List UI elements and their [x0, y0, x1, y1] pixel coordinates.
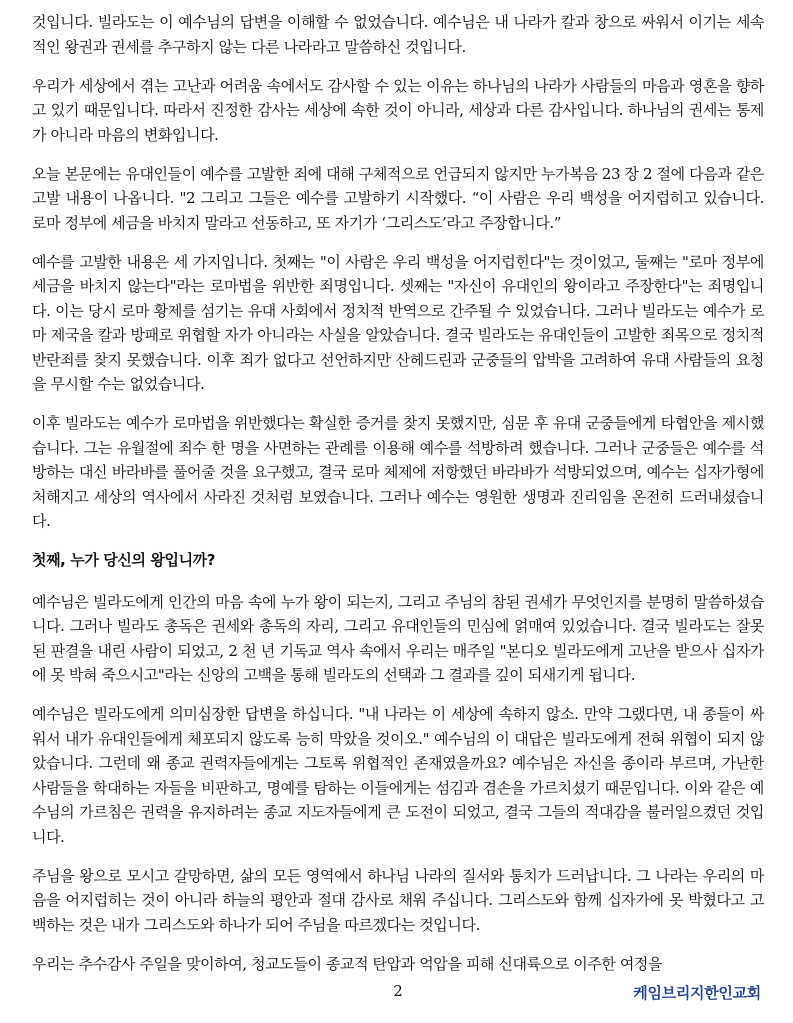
paragraph: 예수님은 빌라도에게 인간의 마음 속에 누가 왕이 되는지, 그리고 주님의 참된 권세가 무엇인지를 분명히 말씀하셨습니다. 그러나 빌라도 총독은 권세와 총독의 자리, 그리고 유대인들의 민심에 얽매여 있었습니다. 결국 빌라도는 잘못된 판결을 내린 사람이 되었고, 2 천 년 기독교 역사 속에서 우리는 매주일 "본디오 빌라도에게 고난을 받으사 십자가에 못 박혀 죽으시고"라는 신앙의 고백을 통해 빌라도의 선택과 그 결과를 깊이 되새기게 됩니다.: [32, 592, 764, 684]
page-number: 2: [393, 982, 403, 1000]
document-body: [32, 10, 764, 991]
paragraph: 것입니다. 빌라도는 이 예수님의 답변을 이해할 수 없었습니다. 예수님은 내 나라가 칼과 창으로 싸워서 이기는 세속적인 왕권과 권세를 추구하지 않는 다른 나라라고 말씀하신 것입니다.: [32, 13, 764, 56]
paragraph: 예수를 고발한 내용은 세 가지입니다. 첫째는 "이 사람은 우리 백성을 어지럽힌다"는 것이었고, 둘째는 "로마 정부에 세금을 바치지 않는다"라는 로마법을 위반한 죄명입니다. 셋째는 "자신이 유대인의 왕이라고 주장한다"는 죄명입니다. 이는 당시 로마 황제를 섬기는 유대 사회에서 정치적 반역으로 간주될 수 있었습니다. 그러나 빌라도는 예수가 로마 제국을 칼과 방패로 위협할 자가 아니라는 사실을 알았습니다. 결국 빌라도는 유대인들이 고발한 죄목으로 정치적 반란죄를 찾지 못했습니다. 이후 죄가 없다고 선언하지만 산헤드린과 군중들의 압박을 고려하여 유대 사람들의 요청을 무시할 수는 없었습니다.: [32, 252, 764, 393]
paragraph: 주님을 왕으로 모시고 갈망하면, 삶의 모든 영역에서 하나님 나라의 질서와 통치가 드러납니다. 그 나라는 우리의 마음을 어지럽히는 것이 아니라 하늘의 평안과 절대 감사로 채워 주십니다. 그리스도와 함께 십자가에 못 박혔다고 고백하는 것은 내가 그리스도와 하나가 되어 주님을 따르겠다는 것입니다.: [32, 866, 764, 934]
paragraph: 우리는 추수감사 주일을 맞이하여, 청교도들이 종교적 탄압과 억압을 피해 신대륙으로 이주한 여정을: [32, 954, 663, 973]
paragraph: 예수님은 빌라도에게 의미심장한 답변을 하십니다. "내 나라는 이 세상에 속하지 않소. 만약 그랬다면, 내 종들이 싸워서 내가 유대인들에게 체포되지 않도록 능히 막았을 것이오." 예수님의 이 대답은 빌라도에게 전혀 위협이 되지 않았습니다. 그런데 왜 종교 권력자들에게는 그토록 위협적인 존재였을까요? 예수님은 자신을 종이라 부르며, 가난한 사람들을 학대하는 자들을 비판하고, 명예를 탐하는 이들에게는 섬김과 겸손을 가르치셨기 때문입니다. 이와 같은 예수님의 가르침은 권력을 유지하려는 종교 지도자들에게 큰 도전이 되었고, 결국 그들의 적대감을 불러일으켰던 것입니다.: [32, 705, 764, 846]
paragraph: 오늘 본문에는 유대인들이 예수를 고발한 죄에 대해 구체적으로 언급되지 않지만 누가복음 23 장 2 절에 다음과 같은 고발 내용이 나옵니다. "2 그리고 그들은 예수를 고발하기 시작했다. “이 사람은 우리 백성을 어지럽히고 있습니다. 로마 정부에 세금을 바치지 말라고 선동하고, 또 자기가 ‘그리스도’라고 주장합니다.”: [32, 164, 764, 232]
paragraph: 이후 빌라도는 예수가 로마법을 위반했다는 확실한 증거를 찾지 못했지만, 심문 후 유대 군중들에게 타협안을 제시했습니다. 그는 유월절에 죄수 한 명을 사면하는 관례를 이용해 예수를 석방하려 했습니다. 그러나 군중들은 예수를 석방하는 대신 바라바를 풀어줄 것을 요구했고, 결국 로마 체제에 저항했던 바라바가 석방되었으며, 예수는 십자가형에 처해지고 세상의 역사에서 사라진 것처럼 보였습니다. 그러나 예수는 영원한 생명과 진리임을 온전히 드러내셨습니다.: [32, 414, 764, 530]
paragraph: 우리가 세상에서 겪는 고난과 어려움 속에서도 감사할 수 있는 이유는 하나님의 나라가 사람들의 마음과 영혼을 향하고 있기 때문입니다. 따라서 진정한 감사는 세상에 속한 것이 아니라, 세상과 다른 감사입니다. 하나님의 권세는 통제가 아니라 마음의 변화입니다.: [32, 76, 764, 144]
section-heading: 첫째, 누가 당신의 왕입니까?: [32, 551, 216, 569]
church-name: 케임브리지한인교회: [633, 984, 761, 1002]
